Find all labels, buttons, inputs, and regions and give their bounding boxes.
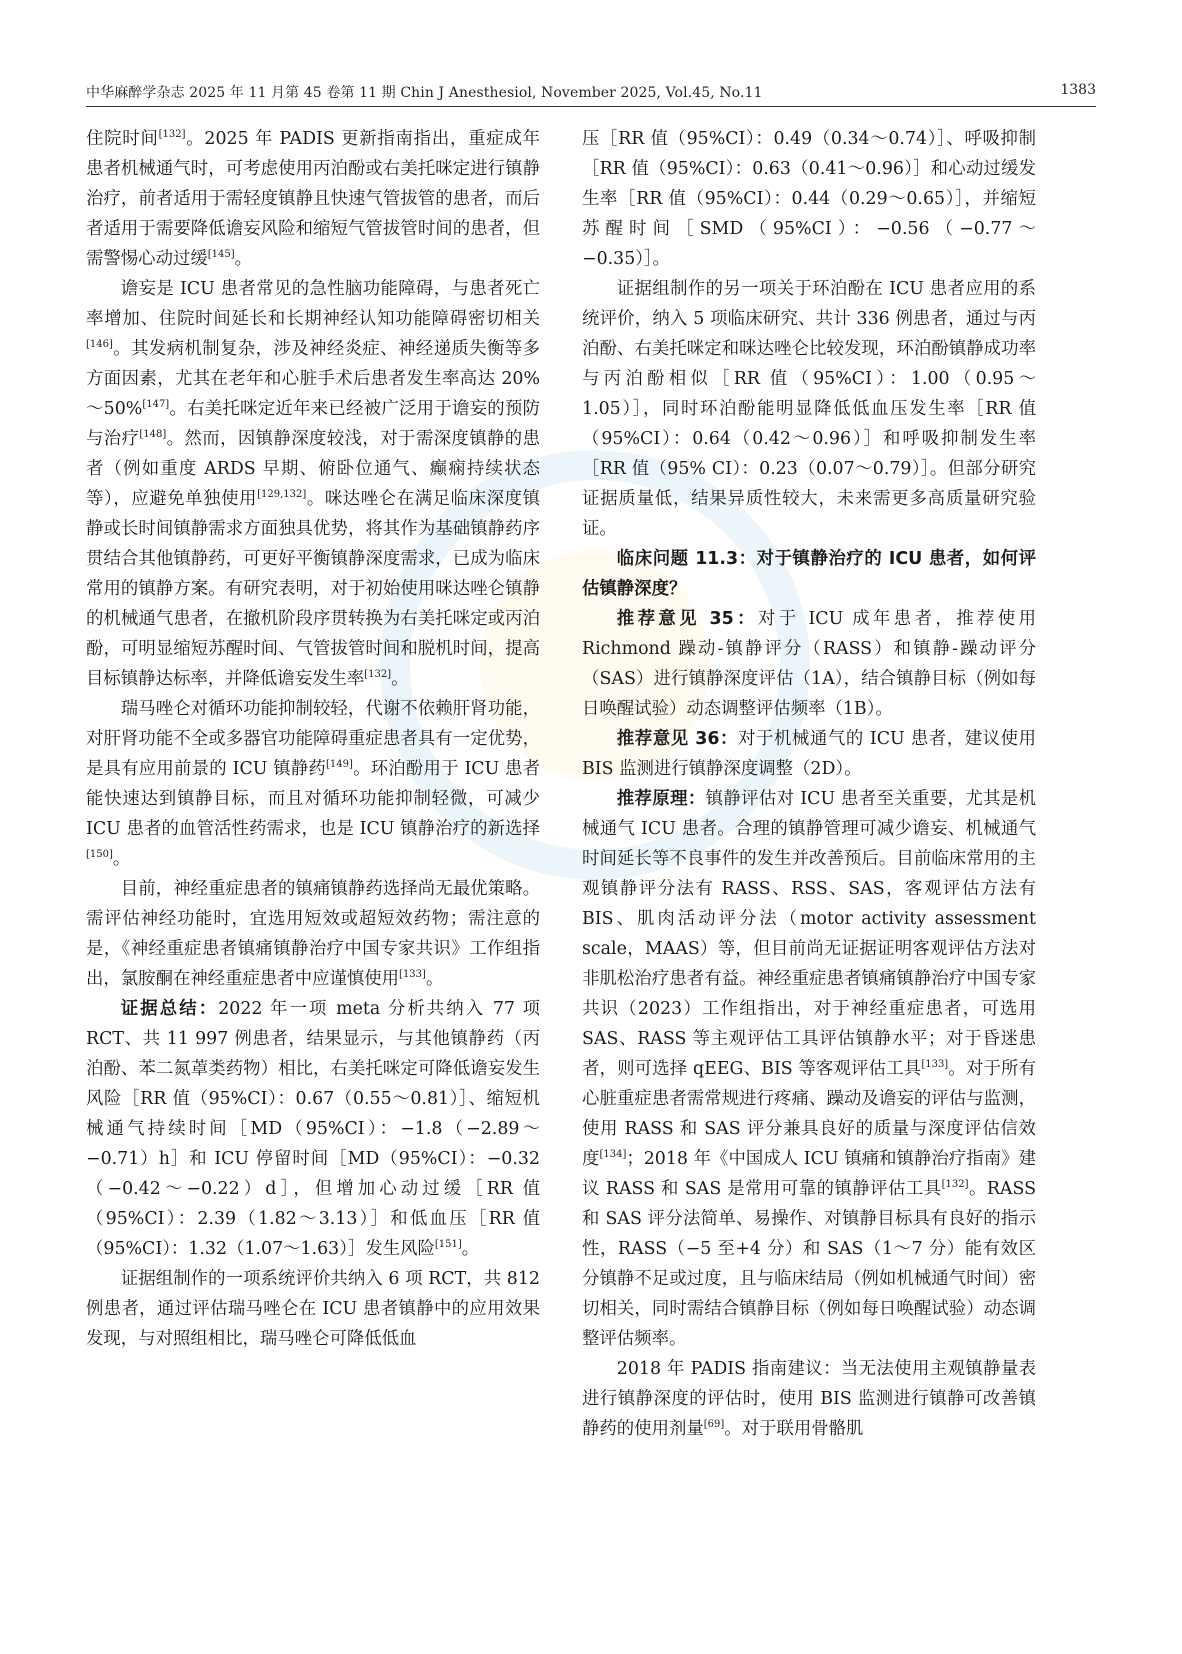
right-column [582,124,1036,1444]
citation: [147] [142,399,170,411]
page-number: 1383 [1060,82,1096,98]
citation: [133] [921,1059,949,1071]
evidence-summary-label: 证据总结： [120,999,219,1019]
journal-header: 中华麻醉学杂志 2025 年 11 月第 45 卷第 11 期 Chin J Anesthesiol, November 2025, Vol.45, No.11 [86,85,763,101]
paragraph: 证据组制作的一项系统评价共纳入 6 项 RCT，共 812 例患者，通过评估瑞马唑仑在 ICU 患者镇静中的应用效果发现，与对照组相比，瑞马唑仑可降低低血 [86,1269,540,1349]
recommendation-label: 推荐意见 36： [616,729,739,749]
rationale-label: 推荐原理： [616,789,706,809]
paragraph: 压［RR 值（95%CI）：0.49（0.34～0.74）］、呼吸抑制［RR 值（95%CI）：0.63（0.41～0.96）］和心动过缓发生率［RR 值（95%CI）：0.44（0.29～0.65）］，并缩短苏醒时间［SMD（95%CI）：−0.56（−0.77～−0.35）］。 [582,129,1036,269]
citation: [132] [364,669,392,681]
paragraph: 证据组制作的另一项关于环泊酚在 ICU 患者应用的系统评价，纳入 5 项临床研究、共计 336 例患者，通过与丙泊酚、右美托咪定和咪达唑仑比较发现，环泊酚镇静成功率与丙泊酚相似［RR 值（95%CI）：1.00（0.95～1.05）］，同时环泊酚能明显降低低血压发生率［RR 值（95%CI）：0.64（0.42～0.96）］和呼吸抑制发生率［RR 值（95% CI）：0.23（0.07～0.79）］。但部分研究证据质量低，结果异质性较大，未来需更多高质量研究验证。 [582,279,1036,539]
citation: [132] [158,129,186,141]
citation: [149] [325,759,353,771]
citation: [129,132] [257,489,307,501]
clinical-question-heading: 临床问题 11.3：对于镇静治疗的 ICU 患者，如何评估镇静深度？ [582,549,1036,599]
citation: [69] [703,1419,725,1431]
recommendation-35: 推荐意见 35：对于 ICU 成年患者，推荐使用 Richmond 躁动-镇静评分（RASS）和镇静-躁动评分（SAS）进行镇静深度评估（1A），结合镇静目标（例如每日唤醒试验）动态调整评估频率（1B）。 [582,609,1037,719]
left-column [86,124,540,1354]
paragraph: 谵妄是 ICU 患者常见的急性脑功能障碍，与患者死亡率增加、住院时间延长和长期神经认知功能障碍密切相关[146]。其发病机制复杂，涉及神经炎症、神经递质失衡等多方面因素，尤其在老年和心脏手术后患者发生率高达 20%～50%[147]。右美托咪定近年来已经被广泛用于谵妄的预防与治疗[148]。然而，因镇静深度较浅，对于需深度镇静的患者（例如重度 ARDS 早期、俯卧位通气、癫痫持续状态等），应避免单独使用[129,132]。咪达唑仑在满足临床深度镇静或长时间镇静需求方面独具优势，将其作为基础镇静药序贯结合其他镇静药，可更好平衡镇静深度需求，已成为临床常用的镇静方案。有研究表明，对于初始使用咪达唑仑镇静的机械通气患者，在撤机阶段序贯转换为右美托咪定或丙泊酚，可明显缩短苏醒时间、气管拔管时间和脱机时间，提高目标镇静达标率，并降低谵妄发生率[132]。 [86,279,540,689]
citation: [148] [139,429,167,441]
paragraph: 目前，神经重症患者的镇痛镇静药选择尚无最优策略。需评估神经功能时，宜选用短效或超短效药物；需注意的是，《神经重症患者镇痛镇静治疗中国专家共识》工作组指出，氯胺酮在神经重症患者中应谨慎使用[133]。 [86,879,540,989]
citation: [150] [86,849,113,861]
recommendation-36: 推荐意见 36：对于机械通气的 ICU 患者，建议使用 BIS 监测进行镇静深度调整（2D）。 [582,729,1036,779]
citation: [134] [599,1149,627,1161]
rationale: 推荐原理：镇静评估对 ICU 患者至关重要，尤其是机械通气 ICU 患者。合理的镇静管理可减少谵妄、机械通气时间延长等不良事件的发生并改善预后。目前临床常用的主观镇静评分法有 RASS、RSS、SAS，客观评估方法有 BIS、肌肉活动评分法（motor activity assessment scale，MAAS）等，但目前尚无证据证明客观评估方法对非肌松治疗患者有益。神经重症患者镇痛镇静治疗中国专家共识（2023）工作组指出，对于神经重症患者，可选用 SAS、RASS 等主观评估工具评估镇静水平；对于昏迷患者，则可选择 qEEG、BIS 等客观评估工具[133]。对于所有心脏重症患者需常规进行疼痛、躁动及谵妄的评估与监测，使用 RASS 和 SAS 评分兼具良好的质量与深度评估信效度[134]；2018 年《中国成人 ICU 镇痛和镇静治疗指南》建议 RASS 和 SAS 是常用可靠的镇静评估工具[132]。RASS 和 SAS 评分法简单、易操作、对镇静目标具有良好的指示性，RASS（−5 至+4 分）和 SAS（1～7 分）能有效区分镇静不足或过度，且与临床结局（例如机械通气时间）密切相关，同时需结合镇静目标（例如每日唤醒试验）动态调整评估频率。 [582,789,1036,1349]
citation: [151] [434,1239,462,1251]
paragraph: 2018 年 PADIS 指南建议：当无法使用主观镇静量表进行镇静深度的评估时，使用 BIS 监测进行镇静可改善镇静药的使用剂量[69]。对于联用骨骼肌 [582,1359,1036,1439]
citation: [146] [86,339,113,351]
citation: [132] [941,1179,969,1191]
recommendation-label: 推荐意见 35： [616,609,758,629]
header-rule [86,106,1096,107]
running-header [86,78,1096,108]
paragraph: 瑞马唑仑对循环功能抑制较轻，代谢不依赖肝肾功能，对肝肾功能不全或多器官功能障碍重症患者具有一定优势，是具有应用前景的 ICU 镇静药[149]。环泊酚用于 ICU 患者能快速达到镇静目标，而且对循环功能抑制轻微，可减少 ICU 患者的血管活性药需求，也是 ICU 镇静治疗的新选择[150]。 [86,699,541,869]
paragraph: 住院时间[132]。2025 年 PADIS 更新指南指出，重症成年患者机械通气时，可考虑使用丙泊酚或右美托咪定进行镇静治疗，前者适用于需轻度镇静且快速气管拔管的患者，而后者适用于需要降低谵妄风险和缩短气管拔管时间的患者，但需警惕心动过缓[145]。 [86,129,540,269]
paragraph: 证据总结：2022 年一项 meta 分析共纳入 77 项 RCT、共 11 997 例患者，结果显示，与其他镇静药（丙泊酚、苯二氮䓬类药物）相比，右美托咪定可降低谵妄发生风险［RR 值（95%CI）：0.67（0.55～0.81）］、缩短机械通气持续时间［MD（95%CI）：−1.8（−2.89～−0.71）h］和 ICU 停留时间［MD（95%CI）：−0.32（−0.42～−0.22）d］，但增加心动过缓［RR 值（95%CI）：2.39（1.82～3.13）］和低血压［RR 值（95%CI）：1.32（1.07～1.63）］发生风险[151]。 [86,999,540,1259]
citation: [145] [207,249,235,261]
citation: [133] [399,969,426,981]
